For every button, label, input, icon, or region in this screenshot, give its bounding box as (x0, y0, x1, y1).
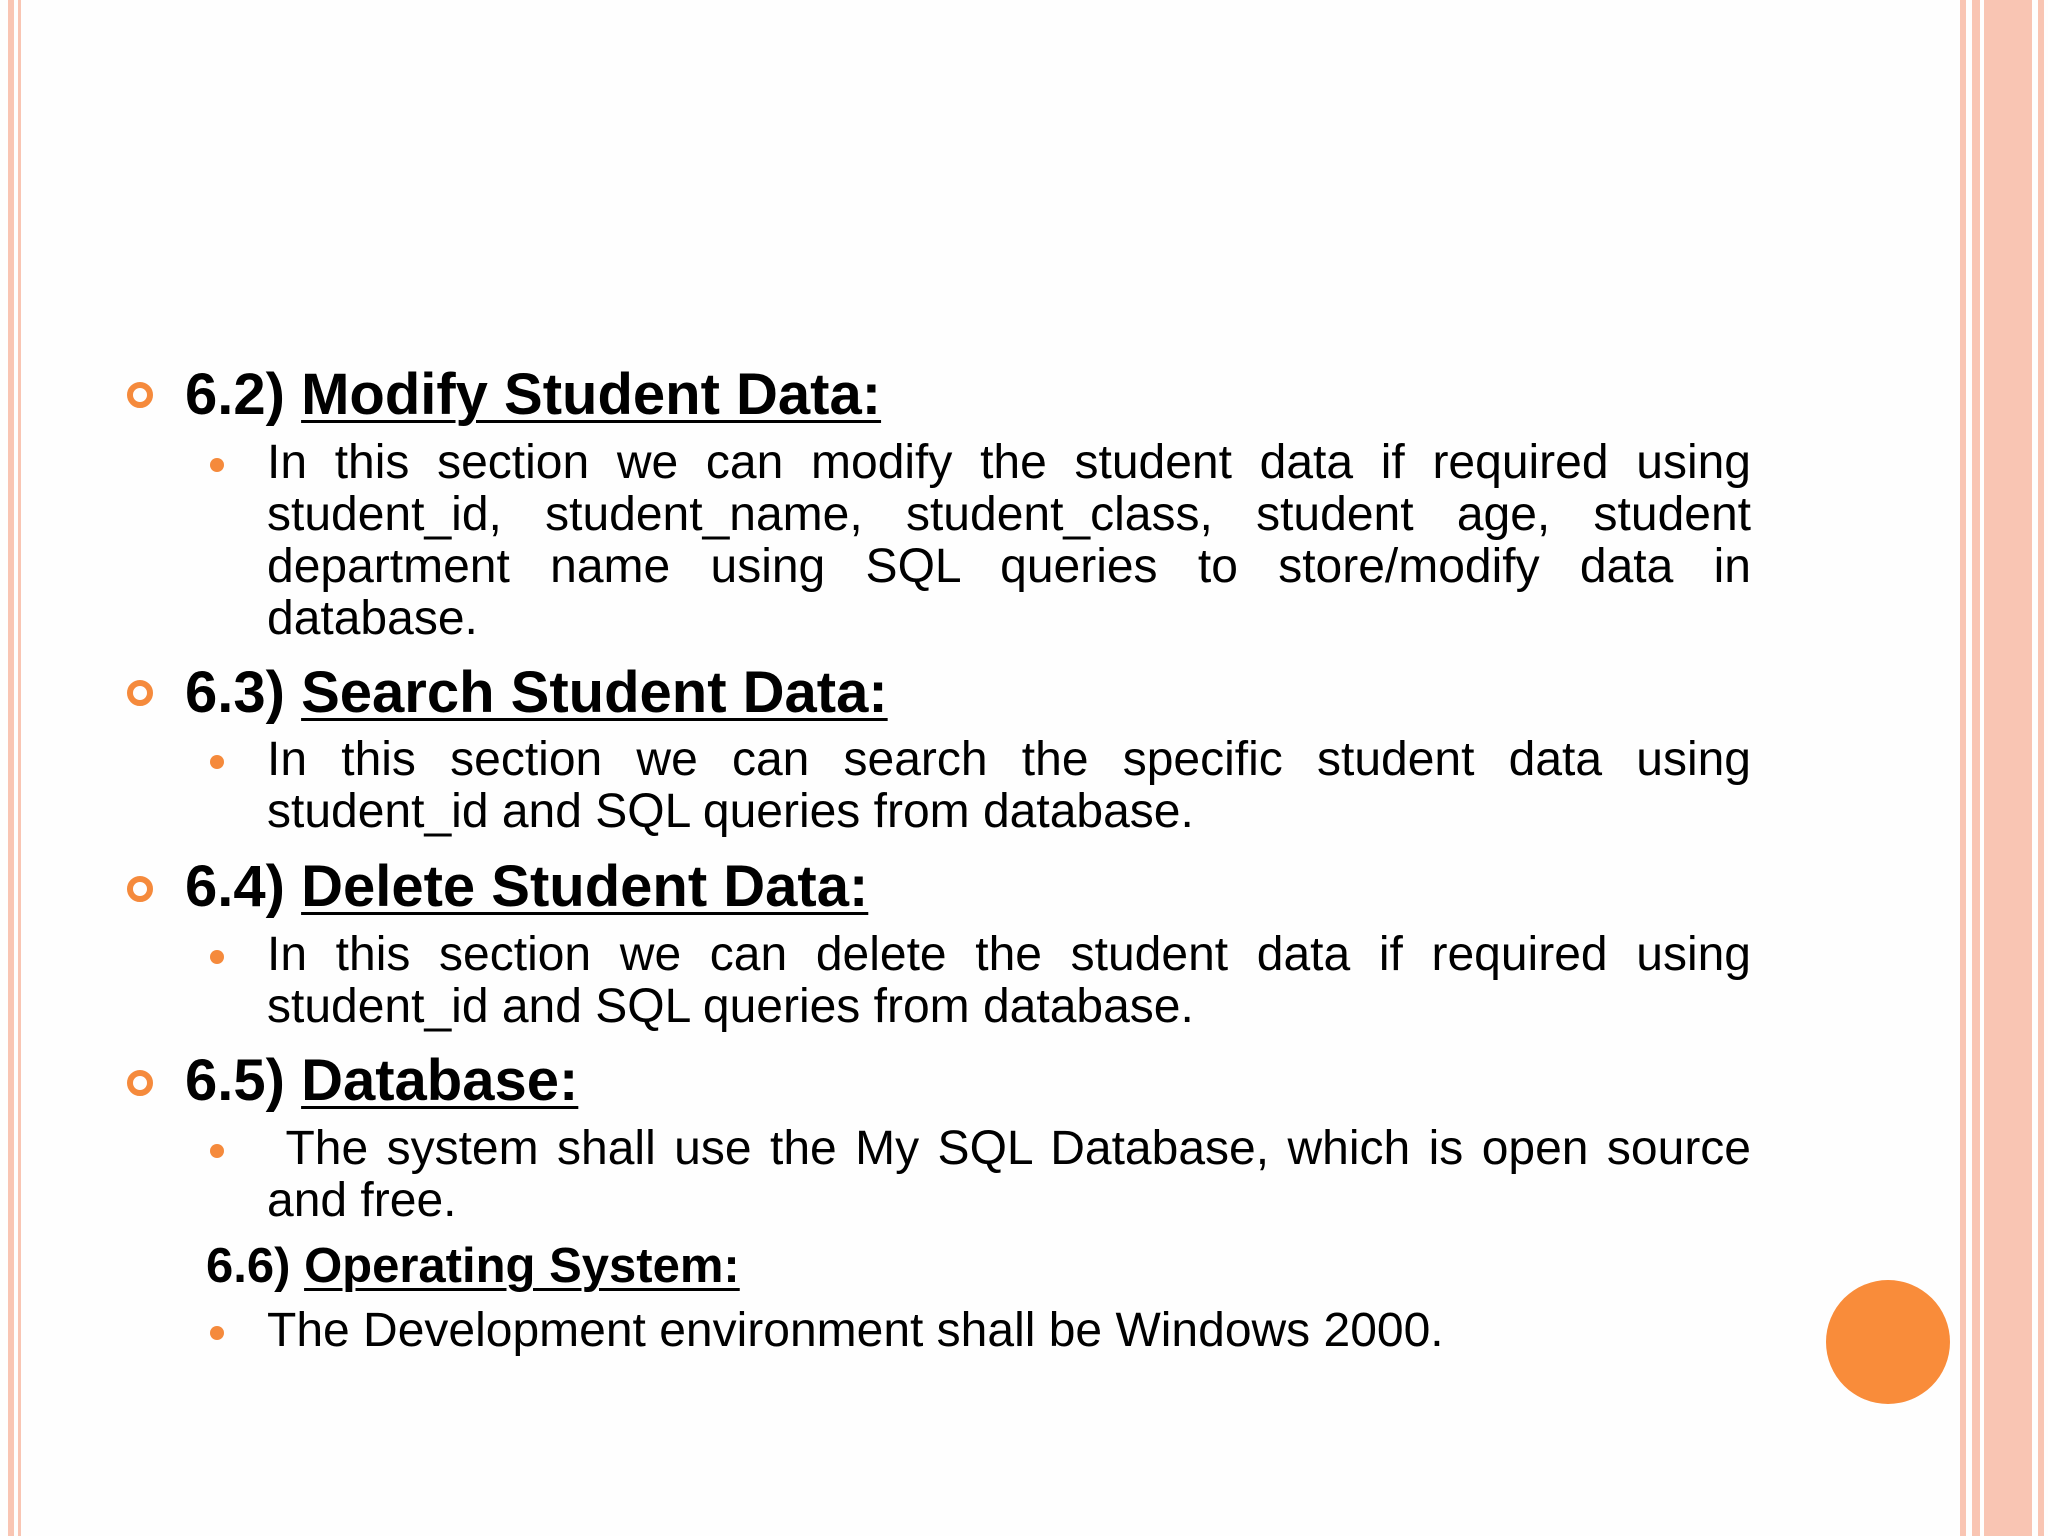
item-bullet-icon (210, 458, 224, 472)
right-border-stripe-inner (1972, 0, 1980, 1536)
section-title: Delete Student Data: (301, 854, 869, 919)
section-text-modify: In this section we can modify the student data if required using student_id, student_name, student_class, student age, student department name using SQL queries to store/modify data in database. (267, 436, 1751, 645)
section-text-os: The Development environment shall be Windows 2000. (267, 1304, 1444, 1357)
section-number: 6.5) (185, 1048, 285, 1113)
section-title: Modify Student Data: (301, 362, 882, 427)
section-bullet-icon (127, 680, 153, 706)
section-bullet-icon (127, 1070, 153, 1096)
item-bullet-icon (210, 950, 224, 964)
section-heading-search (185, 660, 888, 725)
section-heading-os (206, 1239, 740, 1293)
section-text-delete: In this section we can delete the student data if required using student_id and SQL queries from database. (267, 928, 1751, 1033)
section-heading-modify (185, 362, 882, 427)
right-border-stripe-edge (2038, 0, 2044, 1536)
section-bullet-icon (127, 382, 153, 408)
item-bullet-icon (210, 1144, 224, 1158)
item-bullet-icon (210, 1326, 224, 1340)
section-number: 6.3) (185, 660, 285, 725)
section-text-database: The system shall use the My SQL Database, which is open source and free. (267, 1122, 1765, 1227)
section-title: Database: (301, 1048, 579, 1113)
section-number: 6.6) (206, 1239, 291, 1293)
section-number: 6.2) (185, 362, 285, 427)
right-border-band (1984, 0, 2032, 1536)
section-number: 6.4) (185, 854, 285, 919)
section-bullet-icon (127, 876, 153, 902)
decorative-orange-circle (1826, 1280, 1950, 1404)
right-border-stripe-outer (1960, 0, 1966, 1536)
section-heading-delete (185, 854, 869, 919)
item-bullet-icon (210, 755, 224, 769)
left-border-stripe-inner (18, 0, 21, 1536)
section-heading-database (185, 1048, 579, 1113)
section-title: Operating System: (304, 1239, 740, 1293)
section-text-search: In this section we can search the specific student data using student_id and SQL queries from database. (267, 733, 1751, 838)
left-border-stripe (8, 0, 14, 1536)
section-title: Search Student Data: (301, 660, 888, 725)
